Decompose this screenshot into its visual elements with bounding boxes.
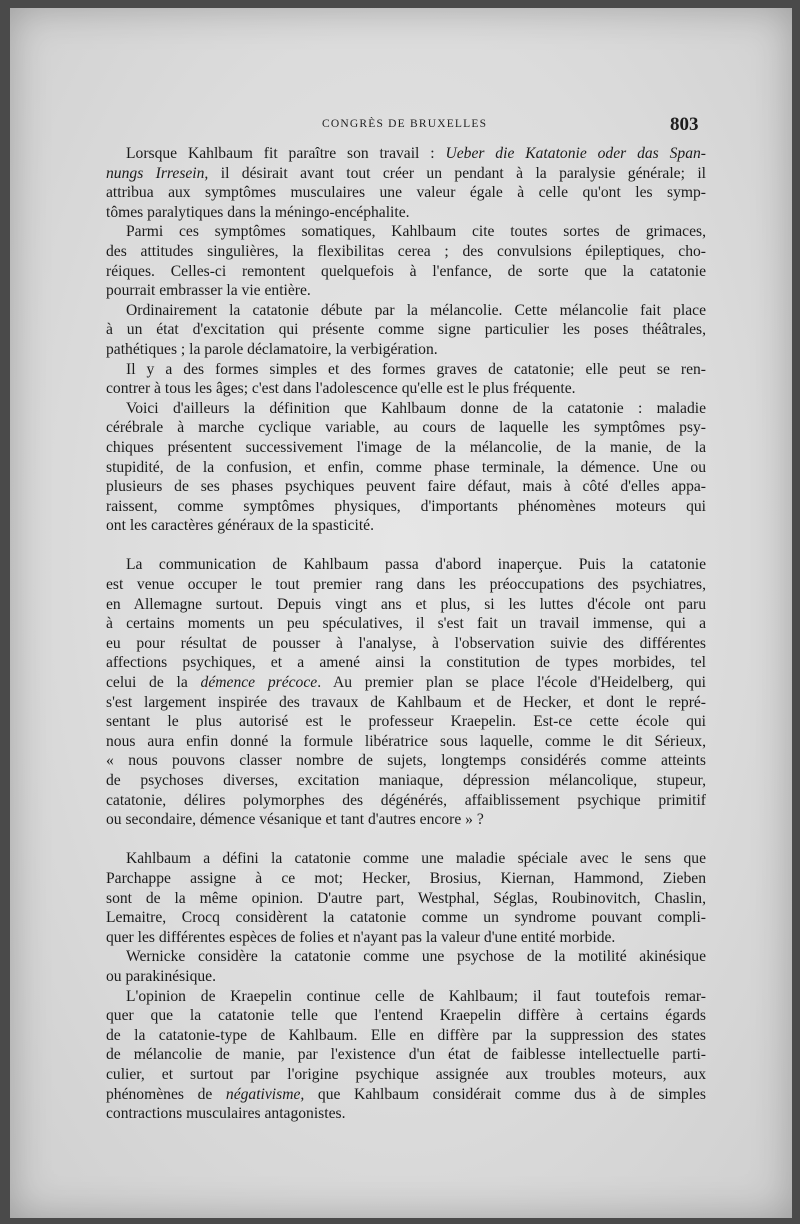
running-head xyxy=(10,114,792,134)
text-line: celui de la démence précoce. Au premier plan se place l'école d'Heidelberg, qui xyxy=(106,674,706,692)
text-line: Parmi ces symptômes somatiques, Kahlbaum cite toutes sortes de grimaces, xyxy=(126,223,706,241)
text-line: de psychoses diverses, excitation maniaque, dépression mélancolique, stupeur, xyxy=(106,772,706,789)
text-line: Il y a des formes simples et des formes graves de catatonie; elle peut se ren- xyxy=(126,360,706,378)
text-line: sont de la même opinion. D'autre part, Westphal, Séglas, Roubinovitch, Chaslin, xyxy=(106,889,706,907)
text-line: nungs Irresein, il désirait avant tout créer un pendant à la paralysie générale; il xyxy=(106,164,706,182)
text-line: catatonie, délires polymorphes des dégénérés, affaiblissement psychique primitif xyxy=(106,791,706,809)
text-line: contrer à tous les âges; c'est dans l'adolescence qu'elle est le plus fréquente. xyxy=(106,380,576,398)
paragraph-gap xyxy=(106,536,706,556)
page-number: 803 xyxy=(670,114,699,135)
text-line: Wernicke considère la catatonie comme une psychose de la motilité akinésique xyxy=(126,948,706,966)
text-line: s'est largement inspirée des travaux de Kahlbaum et de Hecker, et dont le repré- xyxy=(106,693,706,711)
text-line: Voici d'ailleurs la définition que Kahlbaum donne de la catatonie : maladie xyxy=(126,399,706,417)
text-line: eu pour résultat de pousser à l'analyse, à l'observation suivie des différentes xyxy=(106,634,706,652)
text-line: La communication de Kahlbaum passa d'abord inaperçue. Puis la catatonie xyxy=(126,556,706,574)
text-line: en Allemagne surtout. Depuis vingt ans et plus, si les luttes d'école ont paru xyxy=(106,595,706,613)
text-line: Lorsque Kahlbaum fit paraître son travail : Ueber die Katatonie oder das Span- xyxy=(126,145,706,162)
text-line: raissent, comme symptômes physiques, d'importants phénomènes moteurs qui xyxy=(106,497,706,515)
text-line: nous aura enfin donné la formule libératrice sous laquelle, comme le dit Sérieux, xyxy=(106,732,706,750)
text-line: quer les différentes espèces de folies et n'ayant pas la valeur d'une entité morbide. xyxy=(106,928,616,946)
text-line: de mélancolie de manie, par l'existence d'un état de faiblesse intellectuelle parti- xyxy=(106,1046,706,1064)
text-line: à certains moments un peu spéculatives, il s'est fait un travail immense, qui a xyxy=(106,615,706,633)
text-line: pathétiques ; la parole déclamatoire, la verbigération. xyxy=(106,340,438,358)
text-line: quer que la catatonie telle que l'entend Kraepelin diffère à certains égards xyxy=(106,1007,706,1025)
text-line: plusieurs de ses phases psychiques peuvent faire défaut, mais à côté d'elles appa- xyxy=(106,478,706,496)
text-line: tômes paralytiques dans la méningo-encéphalite. xyxy=(106,203,410,221)
text-line: Lemaitre, Crocq considèrent la catatonie comme un syndrome pouvant compli- xyxy=(106,909,706,927)
body-text xyxy=(106,144,706,1124)
book-page xyxy=(10,8,792,1218)
emphasized-term: démence précoce xyxy=(200,674,318,692)
text-line: ou parakinésique. xyxy=(106,967,216,985)
text-line: de la catatonie-type de Kahlbaum. Elle en diffère par la suppression des states xyxy=(106,1026,706,1044)
text-line: ont les caractères généraux de la spasticité. xyxy=(106,517,374,535)
text-line: Ordinairement la catatonie débute par la mélancolie. Cette mélancolie fait place xyxy=(126,301,706,319)
text-line: est venue occuper le tout premier rang dans les préoccupations des psychiatres, xyxy=(106,576,706,594)
running-title: CONGRÈS DE BRUXELLES xyxy=(322,118,488,130)
book-title: nungs Irresein, xyxy=(106,164,209,182)
text-line: attribua aux symptômes musculaires une valeur égale à celle qu'ont les symp- xyxy=(106,184,706,202)
text-line: pourrait embrasser la vie entière. xyxy=(106,282,311,300)
text-line: sentant le plus autorisé est le professeur Kraepelin. Est-ce cette école qui xyxy=(106,713,706,731)
text-line: Parchappe assigne à ce mot; Hecker, Brosius, Kiernan, Hammond, Zieben xyxy=(106,869,706,887)
text-line: à un état d'excitation qui présente comme signe particulier les poses théâtrales, xyxy=(106,321,706,339)
text-line: phénomènes de négativisme, que Kahlbaum considérait comme dus à de simples xyxy=(106,1085,706,1103)
text-line: contractions musculaires antagonistes. xyxy=(106,1105,346,1123)
text-line: Kahlbaum a défini la catatonie comme une maladie spéciale avec le sens que xyxy=(126,850,706,868)
text-line: réiques. Celles-ci remontent quelquefois à l'enfance, de sorte que la catatonie xyxy=(106,262,706,280)
text-line: L'opinion de Kraepelin continue celle de Kahlbaum; il faut toutefois remar- xyxy=(126,987,706,1005)
text-line: stupidité, de la confusion, et enfin, comme phase terminale, la démence. Une ou xyxy=(106,458,706,476)
text-line: cérébrale à marche cyclique variable, au cours de laquelle les symptômes psy- xyxy=(106,419,706,437)
text-line: ou secondaire, démence vésanique et tant d'autres encore » ? xyxy=(106,811,484,829)
emphasized-term: négativisme, xyxy=(225,1085,305,1103)
text-line: affections psychiques, et a amené ainsi la constitution de types morbides, tel xyxy=(106,654,706,672)
text-line: « nous pouvons classer nombre de sujets, longtemps considérés comme atteints xyxy=(106,752,706,770)
text-line: chiques présentent successivement l'image de la mélancolie, de la manie, de la xyxy=(106,438,706,456)
paragraph-gap xyxy=(106,830,706,850)
book-title: Ueber die Katatonie oder das Span- xyxy=(445,145,706,162)
text-line: culier, et surtout par l'origine psychique assignée aux troubles moteurs, aux xyxy=(106,1065,706,1083)
text-line: des attitudes singulières, la flexibilitas cerea ; des convulsions épileptiques, cho- xyxy=(106,242,706,260)
